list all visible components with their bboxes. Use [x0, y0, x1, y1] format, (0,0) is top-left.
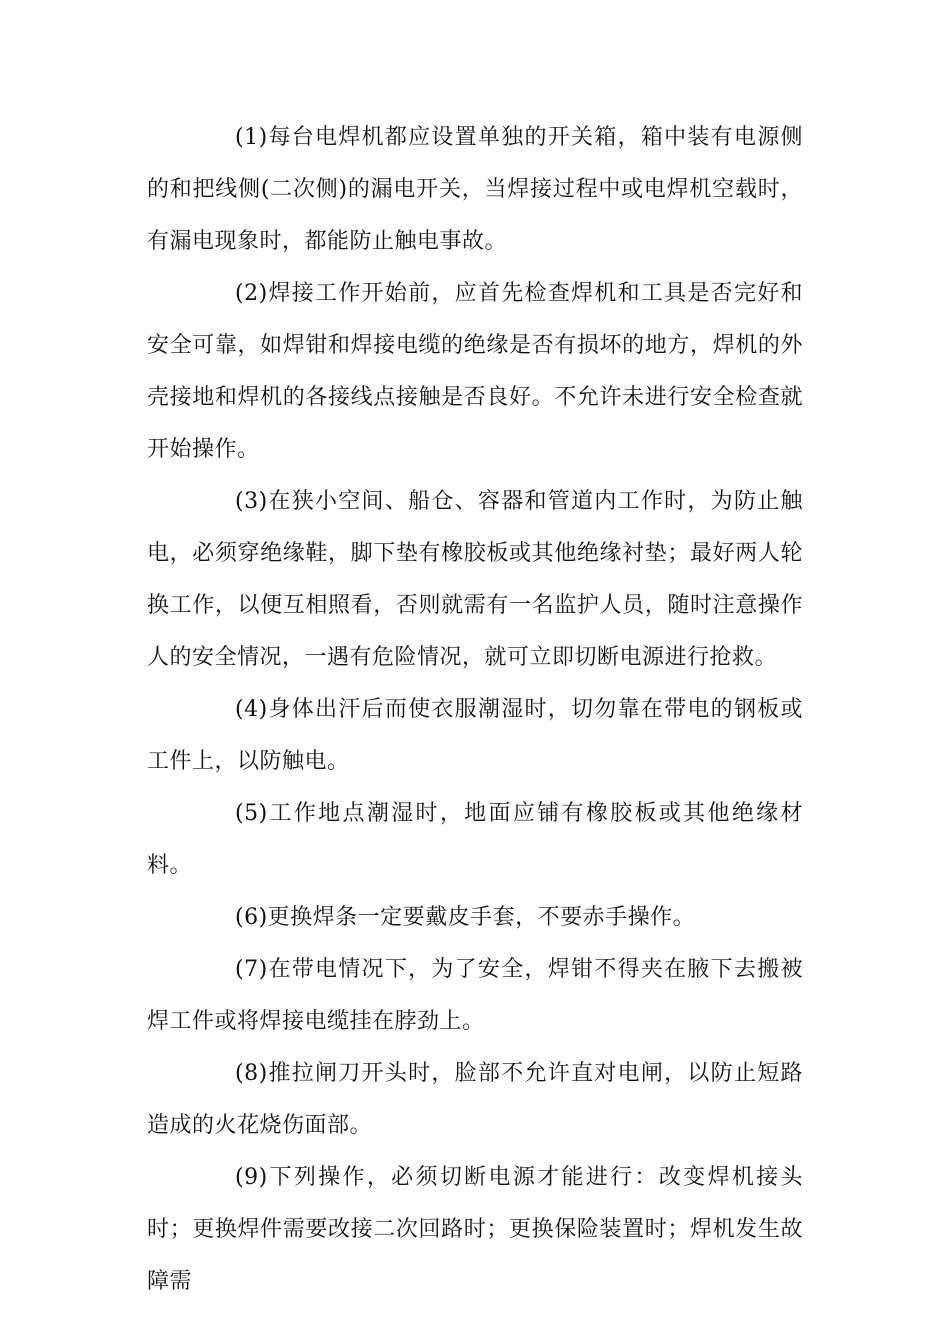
- paragraph-8: (8)推拉闸刀开头时，脸部不允许直对电闸，以防止短路造成的火花烧伤面部。: [147, 1061, 803, 1138]
- document-body: [147, 112, 803, 1308]
- paragraph-2: (2)焊接工作开始前，应首先检查焊机和工具是否完好和安全可靠，如焊钳和焊接电缆的绝缘是否有损坏的地方，焊机的外壳接地和焊机的各接线点接触是否良好。不允许未进行安全检查就开始操作。: [147, 281, 803, 462]
- paragraph-5: (5)工作地点潮湿时，地面应铺有橡胶板或其他绝缘材料。: [147, 801, 803, 878]
- paragraph-6: (6)更换焊条一定要戴皮手套，不要赤手操作。: [235, 905, 696, 930]
- paragraph-7: (7)在带电情况下，为了安全，焊钳不得夹在腋下去搬被焊工件或将焊接电缆挂在脖劲上。: [147, 957, 803, 1034]
- paragraph-4: (4)身体出汗后而使衣服潮湿时，切勿靠在带电的钢板或工件上，以防触电。: [147, 697, 803, 774]
- paragraph-3: (3)在狭小空间、船仓、容器和管道内工作时，为防止触电，必须穿绝缘鞋，脚下垫有橡胶板或其他绝缘衬垫；最好两人轮换工作，以便互相照看，否则就需有一名监护人员，随时注意操作人的安全情况，一遇有危险情况，就可立即切断电源进行抢救。: [147, 489, 803, 670]
- paragraph-9: (9)下列操作，必须切断电源才能进行：改变焊机接头时；更换焊件需要改接二次回路时；更换保险装置时；焊机发生故障需: [147, 1165, 803, 1294]
- paragraph-1: (1)每台电焊机都应设置单独的开关箱，箱中装有电源侧的和把线侧(二次侧)的漏电开关，当焊接过程中或电焊机空载时，有漏电现象时，都能防止触电事故。: [147, 125, 803, 254]
